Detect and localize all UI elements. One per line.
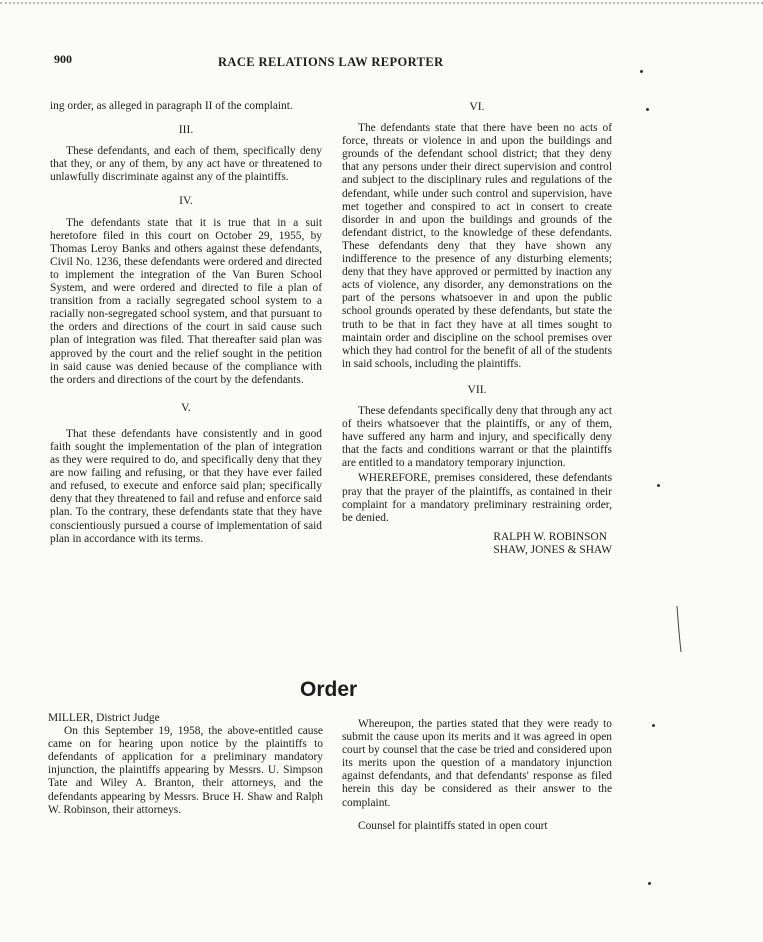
left-column-order <box>48 712 323 817</box>
section-text-vi: The defendants state that there have been no acts of force, threats or violence in and upon the buildings and grounds of the defendant school district; that they deny that any persons under their direct supervision and control and subject to the disciplinary rules and regulations of the defendant, while under such control and supervision, have met together and conspired to act in consert to create disorder in and upon the buildings and grounds of the defendant district, to the knowledge of these defendants. These defendants deny that they have shown any indifference to the presence of any disturbing elements; deny that they have approved or permitted by inaction any acts of violence, any disorder, any demonstrations on the part of the persons whatsoever in and upon the public school grounds operated by these defendants, but state the truth to be that in fact they have at all times sought to maintain order and discipline on the school premises over which they had control for the benefit of all of the students in said schools, including the plaintiffs. <box>342 122 612 370</box>
section-heading-vii: VII. <box>467 382 487 396</box>
signature-block <box>342 531 612 557</box>
continuation-text: ing order, as alleged in paragraph II of the complaint. <box>50 100 293 112</box>
right-column-top <box>342 100 612 557</box>
order-title: Order <box>300 678 358 701</box>
top-border <box>0 2 763 4</box>
signature-name: RALPH W. ROBINSON <box>493 530 607 543</box>
signature-firm: SHAW, JONES & SHAW <box>493 543 612 556</box>
scan-speck <box>646 108 649 111</box>
section-heading-iii: III. <box>178 123 194 137</box>
section-heading-v: V. <box>181 400 191 414</box>
section-text-iv: The defendants state that it is true that in a suit heretofore filed in this court on October 29, 1955, by Thomas Leroy Banks and others against these defendants, Civil No. 1236, these defendants were ordered and directed to implement the integration of the Van Buren School System, and were ordered and directed to file a plan of transition from a racially segregated school system to a racially non-segregated school system, and that pursuant to the orders and directions of the court in said cause such plan of integration was filed. That thereafter said plan was approved by the court and the relief sought in the petition in said cause was denied because of the compliance with the orders and directions of the court by the defendants. <box>50 216 322 386</box>
scan-speck <box>640 70 643 73</box>
scan-speck <box>652 724 655 727</box>
running-head: RACE RELATIONS LAW REPORTER <box>218 55 444 69</box>
left-column-top <box>50 100 322 546</box>
page-number: 900 <box>54 52 72 66</box>
section-text-iii: These defendants, and each of them, specifically deny that they, or any of them, by any act have or threatened to unlawfully discriminate against any of the plaintiffs. <box>50 145 322 184</box>
section-text-v: That these defendants have consistently and in good faith sought the implementation of the plan of integration as they were required to do, and specifically deny that they are now failing and refusing, or that they have ever failed and refused, to execute and enforce said plan; specifically deny that they threatened to fail and refuse and enforce said plan. To the contrary, these defendants state that they have conscientiously pursued a course of implementation of said plan in accordance with its terms. <box>50 427 322 545</box>
judge-line: MILLER, District Judge <box>48 712 160 724</box>
section-heading-vi: VI. <box>469 100 485 113</box>
pen-mark <box>676 606 682 652</box>
section-heading-iv: IV. <box>179 194 193 208</box>
scan-speck <box>657 484 660 487</box>
wherefore-text: WHEREFORE, premises considered, these defendants pray that the prayer of the plaintiffs, as contained in their complaint for a mandatory preliminary restraining order, be denied. <box>342 472 612 524</box>
section-text-vii: These defendants specifically deny that through any act of theirs whatsoever that the plaintiffs, or any of them, have suffered any harm and injury, and specifically deny that the facts and conditions warrant or that the plaintiffs are entitled to a mandatory temporary injunction. <box>342 404 612 470</box>
scan-speck <box>648 882 651 885</box>
order-text-left: On this September 19, 1958, the above-entitled cause came on for hearing upon notice by the plaintiffs to defendants of application for a preliminary mandatory injunction, the plaintiffs appearing by Messrs. U. Simpson Tate and Wiley A. Branton, their attorneys, and the defendants appearing by Messrs. Bruce H. Shaw and Ralph W. Robinson, their attorneys. <box>48 725 323 816</box>
order-text-right: Whereupon, the parties stated that they were ready to submit the cause upon its merits and it was agreed in open court by counsel that the case be tried and considered upon its merits upon the question of a mandatory injunction against defendants, and that defendants' response as filed herein this day be considered as their answer to the complaint. <box>342 718 612 809</box>
order-text-right-continued: Counsel for plaintiffs stated in open court <box>358 819 548 832</box>
right-column-order <box>342 718 612 833</box>
